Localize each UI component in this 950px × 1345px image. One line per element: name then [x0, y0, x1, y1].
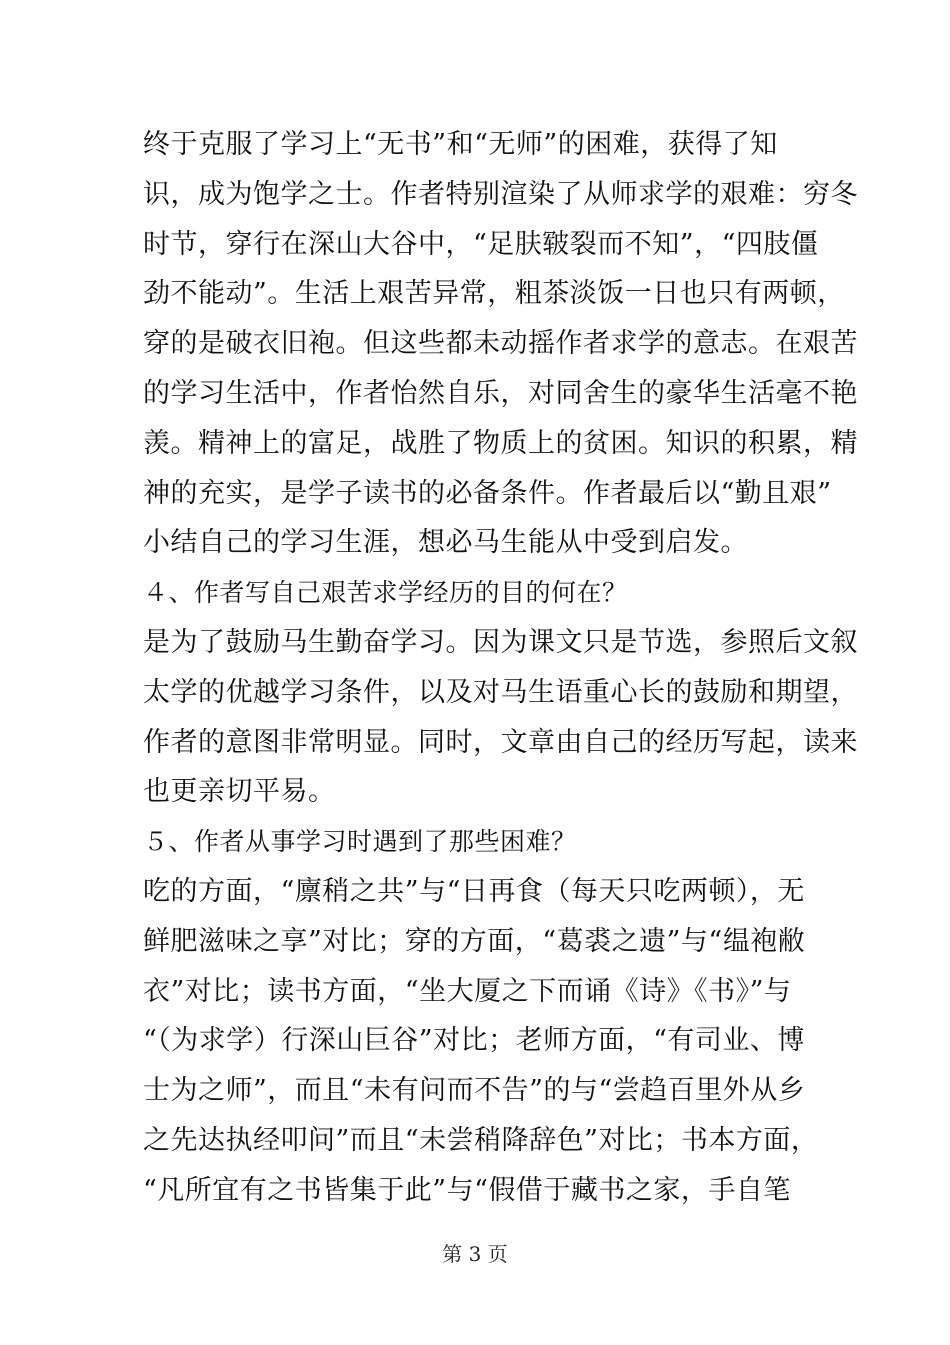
page-number: 第 3 页: [442, 1242, 508, 1266]
text-line: 士为之师”，而且“未有问而不告”的与“尝趋百里外从乡: [143, 1075, 806, 1107]
text-line: 太学的优越学习条件，以及对马生语重心长的鼓励和期望，: [143, 676, 858, 708]
text-line: 衣”对比；读书方面，“坐大厦之下而诵《诗》《书》”与: [143, 975, 792, 1007]
text-line: 之先达执经叩问”而且“未尝稍降辞色”对比；书本方面，: [143, 1124, 819, 1156]
text-line: 识，成为饱学之士。作者特别渲染了从师求学的艰难：穷冬: [143, 178, 858, 210]
question-heading: ５、作者从事学习时遇到了那些困难？: [143, 827, 577, 857]
text-line: 劲不能动”。生活上艰苦异常，粗茶淡饭一日也只有两顿，: [143, 278, 845, 310]
text-line: “（为求学）行深山巨谷”对比；老师方面，“有司业、博: [143, 1025, 805, 1057]
text-line: 神的充实，是学子读书的必备条件。作者最后以“勤且艰”: [143, 477, 832, 509]
text-line: 吃的方面，“廪稍之共”与“日再食（每天只吃两顿），无: [143, 875, 805, 907]
text-line: 鲜肥滋味之享”对比；穿的方面，“葛裘之遗”与“缊袍敝: [143, 925, 806, 957]
text-line: “凡所宜有之书皆集于此”与“假借于藏书之家，手自笔: [143, 1174, 791, 1206]
text-line: 小结自己的学习生涯，想必马生能从中受到启发。: [143, 527, 748, 559]
text-line: 也更亲切平易。: [143, 776, 336, 808]
text-line: 终于克服了学习上“无书”和“无师”的困难，获得了知: [143, 129, 778, 160]
text-line: 是为了鼓励马生勤奋学习。因为课文只是节选，参照后文叙: [143, 626, 858, 658]
text-line: 的学习生活中，作者怡然自乐，对同舍生的豪华生活毫不艳: [143, 377, 858, 409]
document-body: [143, 120, 858, 1216]
text-line: 时节，穿行在深山大谷中，“足肤皲裂而不知”，“四肢僵: [143, 228, 819, 260]
text-line: 羡。精神上的富足，战胜了物质上的贫困。知识的积累，精: [143, 427, 858, 459]
text-line: 穿的是破衣旧袍。但这些都未动摇作者求学的意志。在艰苦: [143, 328, 858, 360]
question-heading: ４、作者写自己艰苦求学经历的目的何在？: [143, 578, 628, 608]
text-line: 作者的意图非常明显。同时，文章由自己的经历写起，读来: [143, 726, 858, 758]
